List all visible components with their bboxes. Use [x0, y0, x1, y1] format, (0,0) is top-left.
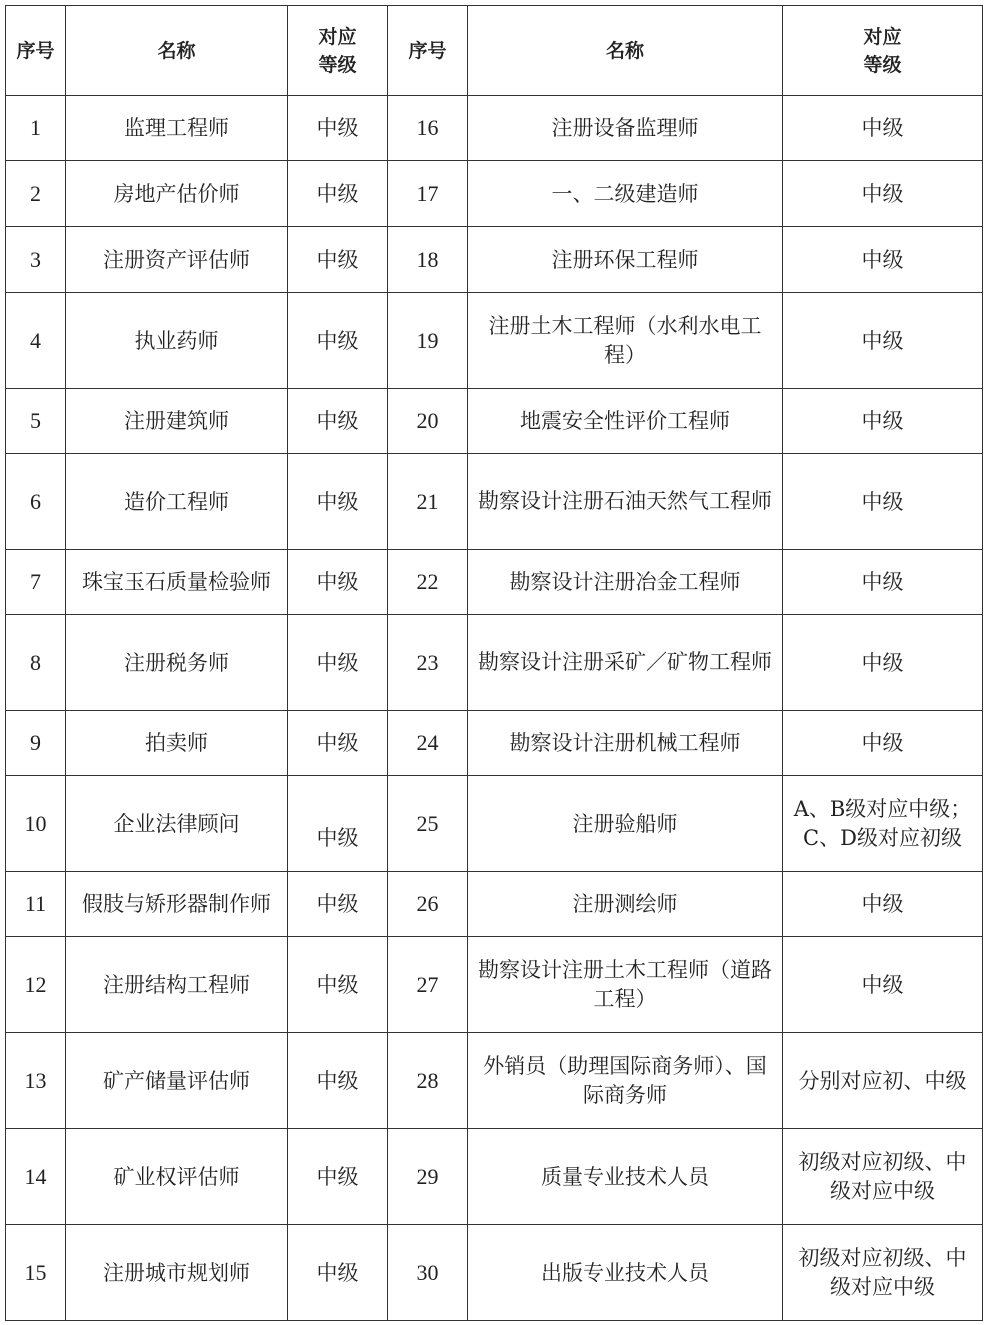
row-name: 企业法律顾问: [66, 776, 288, 872]
row-seq: 9: [6, 711, 66, 776]
row-level: 分别对应初、中级: [783, 1033, 983, 1129]
row-seq: 12: [6, 937, 66, 1033]
qualification-table: [5, 5, 983, 1321]
table-row: [6, 454, 983, 550]
row-name: 一、二级建造师: [468, 161, 783, 227]
row-seq: 24: [388, 711, 468, 776]
row-seq: 29: [388, 1129, 468, 1225]
row-level: A、B级对应中级；C、D级对应初级: [783, 776, 983, 872]
table-row: [6, 1033, 983, 1129]
row-level: 中级: [288, 293, 388, 389]
row-name: 注册城市规划师: [66, 1225, 288, 1321]
row-level: 中级: [783, 227, 983, 293]
row-seq: 13: [6, 1033, 66, 1129]
row-name: 矿产储量评估师: [66, 1033, 288, 1129]
row-level: 中级: [783, 161, 983, 227]
row-seq: 22: [388, 550, 468, 615]
table-row: [6, 615, 983, 711]
row-name: 注册测绘师: [468, 872, 783, 937]
row-seq: 8: [6, 615, 66, 711]
table-row: [6, 872, 983, 937]
row-name: 注册验船师: [468, 776, 783, 872]
row-name: 珠宝玉石质量检验师: [66, 550, 288, 615]
row-name: 质量专业技术人员: [468, 1129, 783, 1225]
table-row: [6, 1225, 983, 1321]
row-level: 中级: [288, 161, 388, 227]
row-name: 矿业权评估师: [66, 1129, 288, 1225]
row-name: 出版专业技术人员: [468, 1225, 783, 1321]
row-seq: 30: [388, 1225, 468, 1321]
row-name: 注册环保工程师: [468, 227, 783, 293]
row-level: 中级: [783, 711, 983, 776]
row-level: 中级: [288, 1129, 388, 1225]
header-name: 名称: [66, 6, 288, 96]
row-name: 勘察设计注册冶金工程师: [468, 550, 783, 615]
row-name: 注册结构工程师: [66, 937, 288, 1033]
row-name: 注册税务师: [66, 615, 288, 711]
row-level: 中级: [288, 96, 388, 161]
row-name: 执业药师: [66, 293, 288, 389]
row-seq: 23: [388, 615, 468, 711]
row-name: 外销员（助理国际商务师）、国际商务师: [468, 1033, 783, 1129]
row-level: 中级: [288, 454, 388, 550]
row-level: 初级对应初级、中级对应中级: [783, 1129, 983, 1225]
header-seq: 序号: [388, 6, 468, 96]
header-level: 对应 等级: [783, 6, 983, 96]
row-name: 造价工程师: [66, 454, 288, 550]
row-seq: 2: [6, 161, 66, 227]
row-level: 中级: [288, 227, 388, 293]
row-name: 注册资产评估师: [66, 227, 288, 293]
table-row: [6, 227, 983, 293]
row-seq: 20: [388, 389, 468, 454]
row-level: 中级: [783, 293, 983, 389]
header-seq: 序号: [6, 6, 66, 96]
row-name: 房地产估价师: [66, 161, 288, 227]
row-name: 勘察设计注册机械工程师: [468, 711, 783, 776]
row-seq: 17: [388, 161, 468, 227]
header-level: 对应 等级: [288, 6, 388, 96]
row-seq: 28: [388, 1033, 468, 1129]
row-seq: 25: [388, 776, 468, 872]
row-seq: 5: [6, 389, 66, 454]
table-row: [6, 389, 983, 454]
row-level: 中级: [783, 454, 983, 550]
row-level: 中级: [783, 389, 983, 454]
header-name: 名称: [468, 6, 783, 96]
row-level: 中级: [288, 776, 388, 872]
table-row: [6, 161, 983, 227]
row-seq: 16: [388, 96, 468, 161]
row-level: 中级: [288, 937, 388, 1033]
row-seq: 14: [6, 1129, 66, 1225]
row-name: 注册建筑师: [66, 389, 288, 454]
row-name: 假肢与矫形器制作师: [66, 872, 288, 937]
row-seq: 10: [6, 776, 66, 872]
row-level: 中级: [288, 550, 388, 615]
row-seq: 27: [388, 937, 468, 1033]
table-row: [6, 293, 983, 389]
row-name: 勘察设计注册采矿／矿物工程师: [468, 615, 783, 711]
table-row: [6, 1129, 983, 1225]
table-row: [6, 776, 983, 872]
row-level: 中级: [288, 1225, 388, 1321]
row-level: 中级: [288, 872, 388, 937]
row-level: 初级对应初级、中级对应中级: [783, 1225, 983, 1321]
table-row: [6, 937, 983, 1033]
row-seq: 3: [6, 227, 66, 293]
row-name: 拍卖师: [66, 711, 288, 776]
row-name: 勘察设计注册石油天然气工程师: [468, 454, 783, 550]
row-name: 监理工程师: [66, 96, 288, 161]
row-level: 中级: [288, 389, 388, 454]
row-seq: 15: [6, 1225, 66, 1321]
header-row: [6, 6, 983, 96]
row-seq: 7: [6, 550, 66, 615]
row-name: 注册土木工程师（水利水电工程）: [468, 293, 783, 389]
row-seq: 11: [6, 872, 66, 937]
row-seq: 19: [388, 293, 468, 389]
table-row: [6, 96, 983, 161]
row-seq: 26: [388, 872, 468, 937]
row-level: 中级: [783, 96, 983, 161]
row-level: 中级: [783, 550, 983, 615]
row-level: 中级: [288, 1033, 388, 1129]
row-name: 注册设备监理师: [468, 96, 783, 161]
row-seq: 1: [6, 96, 66, 161]
row-level: 中级: [783, 615, 983, 711]
row-name: 勘察设计注册土木工程师（道路工程）: [468, 937, 783, 1033]
table-row: [6, 711, 983, 776]
row-level: 中级: [288, 615, 388, 711]
row-seq: 21: [388, 454, 468, 550]
table-row: [6, 550, 983, 615]
row-level: 中级: [783, 872, 983, 937]
row-name: 地震安全性评价工程师: [468, 389, 783, 454]
row-seq: 18: [388, 227, 468, 293]
row-level: 中级: [783, 937, 983, 1033]
row-seq: 6: [6, 454, 66, 550]
row-level: 中级: [288, 711, 388, 776]
row-seq: 4: [6, 293, 66, 389]
